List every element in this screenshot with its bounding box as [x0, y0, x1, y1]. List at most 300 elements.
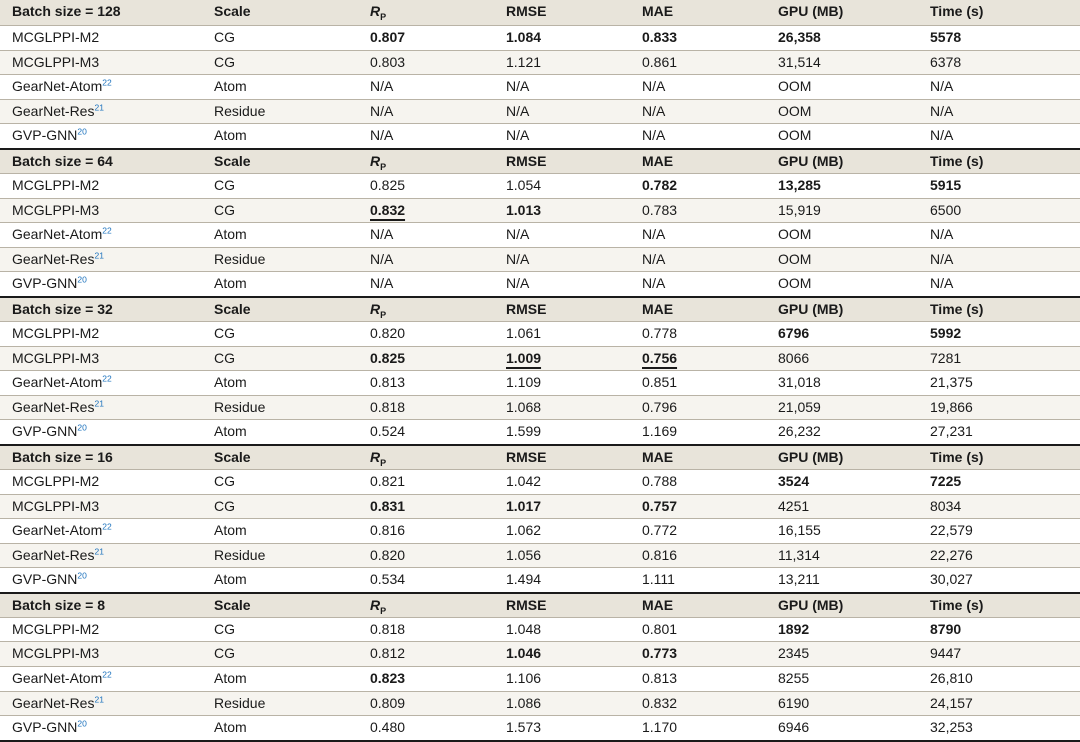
cell-gpu: [778, 544, 820, 567]
model-name: [12, 519, 112, 542]
batch-size-label: Batch size = 32: [12, 300, 113, 317]
cell-scale-value: CG: [214, 324, 235, 341]
cell-rmse: [506, 248, 529, 271]
cell-time: [930, 272, 953, 295]
cell-scale-value: Atom: [214, 127, 247, 144]
column-header-mae: MAE: [642, 300, 674, 317]
cell-rp-value: 0.831: [370, 497, 406, 514]
cell-rmse: [506, 322, 541, 345]
reference-number: 22: [102, 521, 112, 532]
column-header-gpu: GPU (MB): [778, 596, 844, 613]
cell-rp: [370, 716, 405, 739]
column-header-rp: [370, 150, 386, 173]
table-row: [0, 198, 1080, 223]
cell-gpu: [778, 371, 821, 394]
column-header-scale: Scale: [214, 448, 251, 465]
batch-header-row: [0, 0, 1080, 25]
cell-rmse: [506, 716, 541, 739]
cell-scale: [214, 174, 235, 197]
column-header-scale: Scale: [214, 3, 251, 19]
cell-mae: [642, 544, 677, 567]
reference-number: 21: [94, 398, 104, 409]
cell-rmse-value: N/A: [506, 127, 530, 144]
cell-gpu: [778, 347, 809, 370]
cell-rmse-value: N/A: [506, 78, 530, 95]
cell-time-value: 8790: [930, 620, 962, 637]
model-name-text: GearNet-Res: [12, 102, 95, 119]
cell-mae-value: 0.833: [642, 29, 678, 45]
cell-rp-value: N/A: [370, 250, 394, 267]
cell-gpu: [778, 199, 821, 222]
cell-scale-value: Atom: [214, 78, 247, 95]
cell-rmse: [506, 544, 541, 567]
cell-gpu: [778, 716, 809, 739]
cell-time: [930, 716, 973, 739]
cell-time-value: 5915: [930, 176, 962, 193]
table-row: [0, 666, 1080, 691]
cell-time-value: N/A: [930, 127, 954, 144]
column-header-gpu: GPU (MB): [778, 448, 844, 465]
cell-scale: [214, 495, 235, 518]
cell-scale: [214, 692, 265, 715]
cell-rmse-value: 1.048: [506, 620, 542, 637]
cell-rmse: [506, 642, 541, 665]
cell-gpu-value: 6946: [778, 719, 810, 736]
cell-rp-value: 0.480: [370, 719, 406, 736]
cell-rp: [370, 174, 405, 197]
cell-mae-value: N/A: [642, 78, 666, 95]
cell-scale-value: Atom: [214, 719, 247, 736]
column-header-gpu: GPU (MB): [778, 3, 844, 19]
cell-mae: [642, 618, 677, 641]
cell-time: [930, 420, 973, 443]
cell-rmse-value: 1.084: [506, 29, 542, 45]
table-row: [0, 518, 1080, 543]
cell-scale: [214, 248, 265, 271]
cell-rmse-value: 1.056: [506, 546, 542, 563]
cell-rp-value: 0.820: [370, 546, 406, 563]
cell-gpu: [778, 322, 809, 345]
column-header-time: Time (s): [930, 152, 984, 169]
column-header-rp-subscript: P: [380, 11, 387, 22]
cell-mae: [642, 100, 665, 123]
cell-time: [930, 223, 953, 246]
table-row: [0, 123, 1080, 148]
cell-gpu-value: OOM: [778, 250, 812, 267]
cell-mae: [642, 716, 677, 739]
batch-header-row: [0, 148, 1080, 173]
cell-rmse-value: 1.068: [506, 398, 542, 415]
cell-gpu-value: 26,358: [778, 29, 821, 45]
cell-scale-value: Atom: [214, 571, 247, 588]
cell-time-value: 27,231: [930, 423, 973, 440]
column-header-rmse: RMSE: [506, 596, 547, 613]
cell-scale: [214, 618, 235, 641]
cell-rp: [370, 223, 393, 246]
cell-time: [930, 642, 961, 665]
cell-scale: [214, 347, 235, 370]
cell-scale: [214, 75, 247, 98]
cell-time-value: 5578: [930, 29, 962, 45]
cell-time-value: 9447: [930, 645, 962, 662]
model-name: [12, 322, 99, 345]
cell-rmse: [506, 568, 541, 591]
column-header-mae: MAE: [642, 3, 674, 19]
cell-rp: [370, 272, 393, 295]
batch-size-label: Batch size = 8: [12, 596, 105, 613]
model-name: [12, 174, 99, 197]
batch-header-row: [0, 592, 1080, 617]
cell-gpu-value: 26,232: [778, 423, 821, 440]
cell-time: [930, 51, 961, 74]
cell-gpu: [778, 75, 811, 98]
model-name: [12, 248, 104, 271]
cell-rp-value: 0.818: [370, 620, 406, 637]
column-header-rp-subscript: P: [380, 161, 387, 172]
cell-gpu-value: 11,314: [778, 546, 820, 563]
cell-mae-value: 0.851: [642, 374, 678, 391]
cell-time-value: N/A: [930, 275, 954, 292]
cell-scale: [214, 199, 235, 222]
cell-mae-value: 0.788: [642, 472, 678, 489]
cell-gpu-value: OOM: [778, 226, 812, 243]
cell-scale: [214, 470, 235, 493]
cell-mae-value: N/A: [642, 127, 666, 144]
cell-gpu-value: 1892: [778, 620, 810, 637]
column-header-rp-subscript: P: [380, 457, 387, 468]
cell-gpu: [778, 272, 811, 295]
cell-rp: [370, 248, 393, 271]
cell-mae: [642, 692, 677, 715]
cell-time: [930, 100, 953, 123]
model-name-text: GearNet-Atom: [12, 226, 103, 243]
cell-rmse: [506, 495, 541, 518]
cell-rmse-value: 1.042: [506, 472, 542, 489]
cell-scale-value: Residue: [214, 398, 266, 415]
model-name: [12, 199, 99, 222]
cell-rmse: [506, 692, 541, 715]
cell-rmse-value: 1.106: [506, 670, 542, 687]
cell-time-value: 7281: [930, 349, 962, 366]
table-row: [0, 715, 1080, 740]
batch-header-row: [0, 444, 1080, 469]
table-row: [0, 99, 1080, 124]
cell-gpu-value: 31,018: [778, 374, 821, 391]
column-header-mae: MAE: [642, 152, 674, 169]
table-row: [0, 271, 1080, 296]
column-header-rp-symbol: R: [370, 300, 381, 317]
cell-rp-value: 0.818: [370, 398, 406, 415]
column-header-rmse: RMSE: [506, 300, 547, 317]
cell-scale: [214, 420, 247, 443]
cell-mae: [642, 519, 677, 542]
cell-rp: [370, 347, 405, 370]
model-name: [12, 420, 87, 443]
table-row: [0, 691, 1080, 716]
cell-mae-value: 1.170: [642, 719, 678, 736]
cell-rp: [370, 322, 405, 345]
model-name: [12, 371, 112, 394]
cell-time-value: 22,276: [930, 546, 973, 563]
model-name-text: GearNet-Atom: [12, 78, 103, 95]
cell-rp: [370, 470, 405, 493]
table-row: [0, 494, 1080, 519]
model-name-text: GearNet-Res: [12, 250, 95, 267]
cell-rp: [370, 75, 393, 98]
cell-rp: [370, 396, 405, 419]
cell-time: [930, 544, 973, 567]
cell-time-value: 19,866: [930, 398, 973, 415]
cell-rmse: [506, 75, 529, 98]
cell-gpu: [778, 568, 820, 591]
cell-gpu: [778, 223, 811, 246]
column-header-rp: [370, 298, 386, 321]
cell-rmse: [506, 347, 541, 370]
column-header-rp-symbol: R: [370, 152, 381, 169]
reference-number: 20: [77, 570, 87, 581]
cell-mae-value: 0.783: [642, 201, 678, 218]
cell-rmse: [506, 124, 529, 147]
cell-rmse: [506, 618, 541, 641]
cell-mae-value: 0.796: [642, 398, 678, 415]
cell-time-value: 6500: [930, 201, 962, 218]
cell-time: [930, 519, 973, 542]
column-header-time: Time (s): [930, 596, 984, 613]
cell-rp-value: 0.832: [370, 201, 406, 218]
column-header-gpu: GPU (MB): [778, 152, 844, 169]
cell-mae: [642, 124, 665, 147]
cell-rp: [370, 618, 405, 641]
cell-mae-value: 1.169: [642, 423, 678, 440]
cell-gpu-value: 31,514: [778, 53, 821, 70]
model-name-text: GVP-GNN: [12, 423, 78, 440]
batch-size-label: Batch size = 16: [12, 448, 113, 465]
model-name: [12, 544, 104, 567]
cell-mae: [642, 667, 677, 690]
table-row: [0, 247, 1080, 272]
cell-rmse: [506, 26, 541, 49]
table-row: [0, 346, 1080, 371]
cell-mae-value: 1.111: [642, 571, 675, 588]
cell-gpu-value: 2345: [778, 645, 810, 662]
cell-rmse-value: 1.599: [506, 423, 542, 440]
cell-gpu-value: 8255: [778, 670, 810, 687]
model-name-text: GearNet-Atom: [12, 522, 103, 539]
cell-rp-value: 0.825: [370, 176, 406, 193]
reference-number: 20: [77, 718, 87, 729]
table-row: [0, 74, 1080, 99]
cell-gpu: [778, 642, 809, 665]
model-name-text: MCGLPPI-M2: [12, 620, 100, 637]
cell-rp-value: 0.812: [370, 645, 406, 662]
reference-number: 21: [94, 250, 104, 261]
cell-time: [930, 667, 973, 690]
cell-time-value: 32,253: [930, 719, 973, 736]
table-row: [0, 419, 1080, 444]
cell-time-value: N/A: [930, 226, 954, 243]
cell-rmse-value: 1.573: [506, 719, 542, 736]
model-name-text: MCGLPPI-M3: [12, 497, 100, 514]
cell-mae: [642, 371, 677, 394]
column-header-rp: [370, 446, 386, 469]
model-name: [12, 75, 112, 98]
reference-number: 22: [102, 669, 112, 680]
cell-rmse-value: 1.009: [506, 349, 542, 366]
cell-gpu-value: 13,285: [778, 176, 821, 193]
cell-time-value: 26,810: [930, 670, 973, 687]
cell-rp: [370, 51, 405, 74]
cell-gpu-value: 4251: [778, 497, 810, 514]
column-header-time: Time (s): [930, 300, 984, 317]
cell-mae: [642, 248, 665, 271]
model-name-text: GearNet-Res: [12, 398, 95, 415]
cell-scale-value: CG: [214, 29, 235, 45]
cell-time: [930, 347, 961, 370]
model-name: [12, 396, 104, 419]
cell-mae-value: N/A: [642, 226, 666, 243]
model-name-text: GVP-GNN: [12, 571, 78, 588]
cell-mae: [642, 642, 677, 665]
cell-scale: [214, 396, 265, 419]
cell-time: [930, 26, 961, 49]
cell-rp: [370, 519, 405, 542]
cell-time: [930, 174, 961, 197]
column-header-mae: MAE: [642, 596, 674, 613]
cell-scale: [214, 371, 247, 394]
cell-rmse: [506, 519, 541, 542]
cell-mae: [642, 568, 675, 591]
cell-rmse: [506, 223, 529, 246]
cell-scale-value: Atom: [214, 275, 247, 292]
cell-scale: [214, 223, 247, 246]
cell-rp: [370, 420, 405, 443]
cell-scale: [214, 124, 247, 147]
model-name: [12, 618, 99, 641]
cell-rp-value: 0.809: [370, 694, 406, 711]
cell-scale-value: CG: [214, 176, 235, 193]
model-name: [12, 716, 87, 739]
cell-scale-value: CG: [214, 472, 235, 489]
cell-scale-value: Atom: [214, 522, 247, 539]
cell-mae-value: 0.757: [642, 497, 678, 514]
table-row: [0, 567, 1080, 592]
model-name: [12, 272, 87, 295]
reference-number: 20: [77, 274, 87, 285]
cell-time-value: 8034: [930, 497, 962, 514]
cell-scale: [214, 568, 247, 591]
cell-mae: [642, 51, 677, 74]
cell-mae: [642, 396, 677, 419]
model-name-text: GVP-GNN: [12, 275, 78, 292]
cell-scale: [214, 667, 247, 690]
cell-scale: [214, 519, 247, 542]
cell-rmse: [506, 100, 529, 123]
cell-mae-value: 0.813: [642, 670, 678, 687]
model-name-text: MCGLPPI-M2: [12, 324, 100, 341]
cell-gpu-value: 3524: [778, 472, 810, 489]
cell-scale: [214, 100, 265, 123]
cell-gpu: [778, 100, 811, 123]
cell-time: [930, 396, 973, 419]
cell-scale-value: CG: [214, 201, 235, 218]
cell-time-value: N/A: [930, 78, 954, 95]
table-row: [0, 617, 1080, 642]
table-row: [0, 395, 1080, 420]
cell-rp: [370, 642, 405, 665]
cell-rp: [370, 199, 405, 222]
cell-scale: [214, 26, 235, 49]
cell-gpu: [778, 26, 821, 49]
cell-scale: [214, 716, 247, 739]
cell-rmse-value: N/A: [506, 275, 530, 292]
table-row: [0, 469, 1080, 494]
cell-gpu: [778, 692, 809, 715]
model-name: [12, 223, 112, 246]
cell-scale-value: CG: [214, 620, 235, 637]
cell-mae-value: 0.801: [642, 620, 678, 637]
cell-gpu-value: 13,211: [778, 571, 820, 588]
cell-scale-value: Atom: [214, 423, 247, 440]
cell-rmse: [506, 396, 541, 419]
cell-time-value: 22,579: [930, 522, 973, 539]
cell-rp-value: 0.534: [370, 571, 406, 588]
cell-rmse: [506, 667, 541, 690]
cell-time-value: 30,027: [930, 571, 973, 588]
cell-gpu: [778, 174, 821, 197]
cell-rmse-value: 1.086: [506, 694, 542, 711]
cell-rp-value: 0.813: [370, 374, 406, 391]
cell-time: [930, 75, 953, 98]
cell-scale-value: Residue: [214, 546, 266, 563]
cell-mae-value: 0.816: [642, 546, 678, 563]
cell-rmse: [506, 51, 541, 74]
cell-rp-value: N/A: [370, 127, 394, 144]
cell-mae-value: 0.778: [642, 324, 678, 341]
cell-mae-value: 0.772: [642, 522, 678, 539]
reference-number: 22: [102, 77, 112, 88]
reference-number: 22: [102, 373, 112, 384]
cell-gpu-value: 15,919: [778, 201, 821, 218]
column-header-rp: [370, 0, 386, 23]
cell-rmse-value: 1.054: [506, 176, 542, 193]
cell-time: [930, 495, 961, 518]
cell-gpu: [778, 420, 821, 443]
column-header-rp-symbol: R: [370, 596, 381, 613]
cell-mae-value: N/A: [642, 250, 666, 267]
reference-number: 22: [102, 225, 112, 236]
table-row: [0, 222, 1080, 247]
model-name-text: GearNet-Atom: [12, 374, 103, 391]
cell-mae-value: N/A: [642, 275, 666, 292]
cell-mae: [642, 174, 677, 197]
cell-rmse: [506, 199, 541, 222]
column-header-scale: Scale: [214, 300, 251, 317]
cell-rp-value: N/A: [370, 102, 394, 119]
cell-rp: [370, 371, 405, 394]
model-name-text: MCGLPPI-M3: [12, 349, 100, 366]
cell-mae: [642, 75, 665, 98]
cell-gpu: [778, 470, 809, 493]
cell-scale-value: CG: [214, 645, 235, 662]
cell-gpu: [778, 51, 821, 74]
column-header-rp-symbol: R: [370, 3, 381, 19]
cell-rp-value: 0.825: [370, 349, 406, 366]
cell-rmse-value: N/A: [506, 226, 530, 243]
cell-time: [930, 568, 973, 591]
cell-mae: [642, 470, 677, 493]
model-name: [12, 568, 87, 591]
batch-size-label: Batch size = 64: [12, 152, 113, 169]
